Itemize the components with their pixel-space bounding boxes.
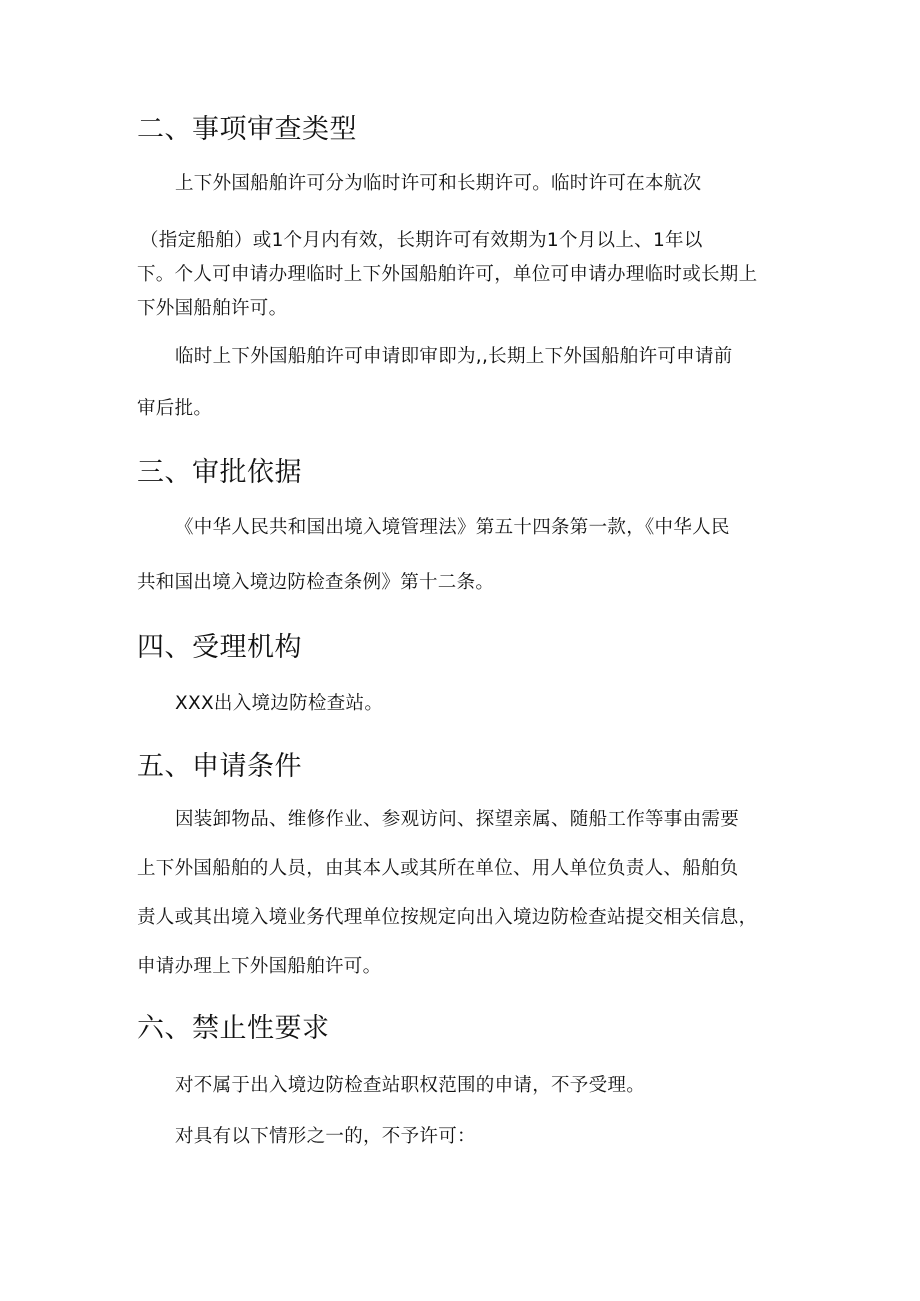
- paragraph-line: 上下外国船舶许可分为临时许可和长期许可。临时许可在本航次: [175, 173, 702, 194]
- paragraph-line: 因装卸物品、维修作业、参观访问、探望亲属、随船工作等事由需要: [175, 809, 740, 830]
- paragraph-line: 下外国船舶许可。: [137, 298, 288, 319]
- section-heading-approval-basis: 三、审批依据: [137, 457, 302, 488]
- paragraph-line: 共和国出境入境边防检查条例》第十二条。: [137, 572, 495, 593]
- section-heading-prohibitions: 六、禁止性要求: [137, 1013, 330, 1044]
- section-heading-application-conditions: 五、申请条件: [137, 751, 302, 782]
- paragraph-line: 审后批。: [137, 398, 213, 419]
- paragraph-line: 《中华人民共和国出境入境管理法》第五十四条第一款，《中华人民: [175, 517, 730, 538]
- paragraph-line: 临时上下外国船舶许可申请即审即为,,长期上下外国船舶许可申请前: [175, 346, 733, 367]
- paragraph-line: 上下外国船舶的人员，由其本人或其所在单位、用人单位负责人、船舶负: [137, 858, 739, 879]
- paragraph-line: 对不属于出入境边防检查站职权范围的申请，不予受理。: [175, 1075, 646, 1096]
- paragraph-line: （指定船舶）或1个月内有效，长期许可有效期为1个月以上、1年以: [140, 230, 703, 251]
- paragraph-line: 申请办理上下外国船舶许可。: [137, 956, 382, 977]
- paragraph-line: 对具有以下情形之一的，不予许可：: [175, 1126, 476, 1147]
- section-heading-review-type: 二、事项审查类型: [137, 114, 357, 145]
- paragraph-line: 下。个人可申请办理临时上下外国船舶许可，单位可申请办理临时或长期上: [137, 264, 758, 285]
- paragraph-line: XXX出入境边防检查站。: [175, 693, 384, 714]
- section-heading-accepting-agency: 四、受理机构: [137, 632, 302, 663]
- paragraph-line: 责人或其出境入境业务代理单位按规定向出入境边防检查站提交相关信息，: [137, 907, 758, 928]
